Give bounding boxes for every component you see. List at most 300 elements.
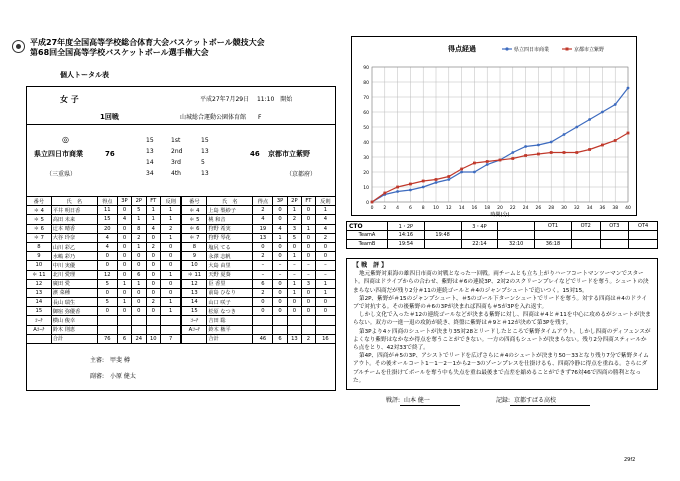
stat-cell: 13 xyxy=(181,288,206,297)
stat-cell: – xyxy=(302,261,316,270)
table-row xyxy=(27,270,336,279)
stat-cell: 0 xyxy=(273,298,287,307)
staff-name: 横山 俊幸 xyxy=(51,316,97,325)
blank-cell xyxy=(253,316,273,325)
cto-header-cell: OT2 xyxy=(571,222,600,231)
stat-cell: 0 xyxy=(302,206,316,215)
player-name: 塩尻 てる xyxy=(207,242,253,251)
y-tick-label: 80 xyxy=(363,80,369,86)
table-row xyxy=(27,242,336,251)
cto-cell xyxy=(600,240,629,249)
cto-header-cell: OT4 xyxy=(629,222,658,231)
period-away: 13 xyxy=(201,170,209,177)
stat-cell: 9 xyxy=(27,252,52,261)
score-progression-chart xyxy=(351,36,637,216)
stat-cell: 4 xyxy=(315,224,335,233)
stat-cell: 0 xyxy=(132,298,146,307)
blank-cell xyxy=(253,325,273,334)
data-point xyxy=(511,151,514,154)
player-name: 御宿 弥優香 xyxy=(51,307,97,316)
away-team-pref: （京都府） xyxy=(286,171,317,178)
stat-cell: 0 xyxy=(315,242,335,251)
column-header: FT xyxy=(302,197,316,206)
player-name: 大谷 玲奈 xyxy=(51,233,97,242)
coach-row xyxy=(27,316,336,325)
stat-cell: 4 xyxy=(273,224,287,233)
period-label: 4th xyxy=(171,170,181,177)
home-total-score: 76 xyxy=(105,150,115,158)
stat-cell: – xyxy=(253,261,273,270)
stat-cell: 0 xyxy=(146,279,160,288)
stat-cell: 1 xyxy=(132,215,146,224)
stat-cell: ＊ 4 xyxy=(181,206,206,215)
stat-cell: – xyxy=(287,270,301,279)
data-point xyxy=(486,160,489,163)
player-name: 平井 明日香 xyxy=(51,206,97,215)
stat-cell: 9 xyxy=(181,252,206,261)
stat-cell: 0 xyxy=(117,252,131,261)
cto-cell xyxy=(498,231,535,240)
stat-cell: 0 xyxy=(253,307,273,316)
reporter-name: 山本 健一 xyxy=(404,397,430,404)
column-header: 2P xyxy=(132,197,146,206)
table-row xyxy=(27,261,336,270)
stat-cell: – xyxy=(302,270,316,279)
blank-cell xyxy=(160,316,181,325)
blank-cell xyxy=(315,316,335,325)
blank-cell xyxy=(181,334,206,343)
x-tick-label: 8 xyxy=(421,206,425,211)
stat-cell: 0 xyxy=(302,252,316,261)
table-row xyxy=(27,252,336,261)
column-header: 氏 名 xyxy=(207,197,253,206)
cto-header-row xyxy=(347,222,658,231)
x-tick-label: 30 xyxy=(561,206,567,211)
column-header: 氏 名 xyxy=(51,197,97,206)
data-point xyxy=(473,162,476,165)
cto-cell: 14:16 xyxy=(387,231,424,240)
column-header: 反則 xyxy=(315,197,335,206)
stat-cell: 0 xyxy=(302,288,316,297)
x-tick-label: 6 xyxy=(408,206,412,211)
x-tick-label: 24 xyxy=(522,206,529,211)
staff-label: Aｺｰﾁ xyxy=(27,325,52,334)
cto-cell xyxy=(424,240,461,249)
total-cell: 2 xyxy=(302,334,316,343)
data-point xyxy=(563,133,566,136)
data-point xyxy=(537,144,540,147)
stat-cell: 0 xyxy=(117,261,131,270)
stat-cell: 8 xyxy=(181,242,206,251)
staff-label: Aｺｰﾁ xyxy=(181,325,206,334)
period-label: 1st xyxy=(171,137,181,144)
blank-cell xyxy=(97,325,117,334)
x-tick-label: 2 xyxy=(383,206,387,211)
period-label: 2nd xyxy=(171,148,183,155)
round-label: 1回戦 xyxy=(100,113,119,121)
period-away: 15 xyxy=(201,137,209,144)
player-name: 北川 愛理 xyxy=(51,270,97,279)
blank-cell xyxy=(117,325,131,334)
stat-cell: 14 xyxy=(181,298,206,307)
stat-cell: 0 xyxy=(160,288,181,297)
stat-cell: 4 xyxy=(97,242,117,251)
stat-cell: 1 xyxy=(287,252,301,261)
blank-cell xyxy=(146,316,160,325)
stat-cell: 0 xyxy=(97,288,117,297)
stat-cell: 13 xyxy=(253,233,273,242)
stat-cell: 0 xyxy=(146,288,160,297)
staff-name: 鈴木 則恵 xyxy=(51,325,97,334)
emblem-icon xyxy=(12,40,25,53)
championship-title: 第68回全国高等学校バスケットボール選手権大会 xyxy=(30,48,209,57)
data-point xyxy=(588,118,591,121)
staff-name: 吉田 聡 xyxy=(207,316,253,325)
stat-cell: ＊ 11 xyxy=(181,270,206,279)
x-tick-label: 22 xyxy=(509,206,516,211)
stat-cell: 0 xyxy=(315,298,335,307)
stat-cell: 0 xyxy=(132,288,146,297)
data-point xyxy=(550,141,553,144)
cto-cell: TeamA xyxy=(347,231,388,240)
x-tick-label: 26 xyxy=(535,206,542,211)
stat-cell: 0 xyxy=(117,307,131,316)
stat-cell: 14 xyxy=(27,298,52,307)
stat-cell: 0 xyxy=(273,288,287,297)
referee-name: 甲斐 樽 xyxy=(110,357,130,364)
staff-label: ｺｰﾁ xyxy=(181,316,206,325)
column-header: 番号 xyxy=(27,197,52,206)
stat-cell: 1 xyxy=(315,288,335,297)
report-paragraph: 第4P、四商が＃5の3P、アシストでリードを広げさらに＃4のシュートが決まり50－33となり残り7分で紫野タイムアウト。その後オールコート1－1－2－1から2－3のゾーンプレスを仕掛けるも、四商冷静に得点を重ねる。さらにダブルチームを仕掛けてボールを奪う中も失点を重ね最後まで点差を縮めることができず76対46で四商の勝利となった。 xyxy=(353,353,649,384)
stat-cell: ＊ 4 xyxy=(27,206,52,215)
stat-cell: 0 xyxy=(132,261,146,270)
column-header: 番号 xyxy=(181,197,206,206)
stat-cell: 1 xyxy=(315,206,335,215)
stat-cell: 1 xyxy=(117,279,131,288)
report-subtitle: 個人トータル表 xyxy=(60,71,109,79)
stat-cell: – xyxy=(253,270,273,279)
stat-cell: 0 xyxy=(117,224,131,233)
stat-cell: ＊ 5 xyxy=(181,215,206,224)
report-paragraph: 地元紫野対東海の雄四日市商の対戦となった一回戦。両チームとも立ち上がりハーフコートマンツーマンでスタート。四商はドライブからの合わせ、紫野は＃6の連続3P、2対2のスクリーンプレイなどでリードを奪う。シュートの決まらない四商だが残り2分＃11の連続ゴールと＃4のジャンプシュートで追いつく。15対15。 xyxy=(353,271,649,294)
home-team-name: 県立四日市商業 xyxy=(34,150,83,158)
game-report xyxy=(346,258,658,390)
cto-cell xyxy=(629,240,658,249)
stat-cell: 19 xyxy=(253,224,273,233)
x-tick-label: 40 xyxy=(625,206,631,211)
stat-cell: 0 xyxy=(315,252,335,261)
stat-cell: 8 xyxy=(27,242,52,251)
stat-cell: 2 xyxy=(253,206,273,215)
totals-label: 合計 xyxy=(51,334,97,343)
data-point xyxy=(435,178,438,181)
blank-cell xyxy=(287,316,301,325)
cto-row xyxy=(347,240,658,249)
table-row xyxy=(27,288,336,297)
stat-cell: 1 xyxy=(302,224,316,233)
data-point xyxy=(588,148,591,151)
y-tick-label: 60 xyxy=(363,110,369,116)
data-point xyxy=(383,192,386,195)
data-point xyxy=(563,151,566,154)
stat-cell: 5 xyxy=(287,233,301,242)
player-name: 高田 未来 xyxy=(51,215,97,224)
blank-cell xyxy=(273,325,287,334)
blank-cell xyxy=(287,325,301,334)
x-tick-label: 16 xyxy=(471,206,478,211)
data-point xyxy=(614,103,617,106)
stat-cell: 12 xyxy=(27,279,52,288)
column-header: 得点 xyxy=(253,197,273,206)
stat-cell: 0 xyxy=(273,206,287,215)
stat-cell: 0 xyxy=(302,298,316,307)
player-name: 桃 和音 xyxy=(207,215,253,224)
stat-cell: 0 xyxy=(117,270,131,279)
data-point xyxy=(601,144,604,147)
cto-header-cell xyxy=(424,222,461,231)
cto-header-cell xyxy=(498,222,535,231)
data-point xyxy=(460,171,463,174)
y-tick-label: 70 xyxy=(363,95,369,101)
stat-cell: 6 xyxy=(132,270,146,279)
stat-cell: 1 xyxy=(287,288,301,297)
stat-cell: 13 xyxy=(27,288,52,297)
cto-cell xyxy=(535,231,572,240)
umpire-label: 副審: xyxy=(90,373,105,380)
stat-cell: 0 xyxy=(287,307,301,316)
stat-cell: ＊ 11 xyxy=(27,270,52,279)
date-time: 平成27年7月29日 11:10 開始 xyxy=(200,96,293,103)
stat-cell: – xyxy=(273,270,287,279)
player-name: 狩野 琴花 xyxy=(207,233,253,242)
stat-cell: 0 xyxy=(146,261,160,270)
staff-name: 鈴木 権平 xyxy=(207,325,253,334)
player-name: 前島 ひなり xyxy=(207,288,253,297)
player-name: 濱 菜種 xyxy=(51,288,97,297)
stat-cell: 1 xyxy=(273,233,287,242)
data-point xyxy=(396,190,399,193)
stat-cell: 4 xyxy=(253,215,273,224)
stat-cell: 6 xyxy=(253,279,273,288)
report-heading: 【 戦 評 】 xyxy=(353,262,388,269)
total-cell: 13 xyxy=(287,334,301,343)
blank-cell xyxy=(132,316,146,325)
cto-cell: 22:14 xyxy=(461,240,498,249)
stat-cell: 2 xyxy=(253,288,273,297)
stat-cell: 2 xyxy=(160,224,181,233)
stat-cell: 1 xyxy=(117,298,131,307)
data-point xyxy=(396,186,399,189)
recorder-label: 記録: xyxy=(496,397,511,404)
stat-cell: 0 xyxy=(273,307,287,316)
data-point xyxy=(601,111,604,114)
table-row xyxy=(27,298,336,307)
stat-cell: 0 xyxy=(302,233,316,242)
totals-row xyxy=(27,334,336,343)
total-cell: 6 xyxy=(117,334,131,343)
stat-cell: 3 xyxy=(302,279,316,288)
x-tick-label: 32 xyxy=(573,206,580,211)
data-point xyxy=(627,132,630,135)
y-tick-label: 50 xyxy=(363,125,369,131)
stat-cell: 0 xyxy=(160,242,181,251)
player-name: 松原 なつき xyxy=(207,307,253,316)
period-label: 3rd xyxy=(171,159,181,166)
period-scores xyxy=(126,133,232,183)
reporter-label: 戦評: xyxy=(386,397,401,404)
cto-header-cell: 3・4P xyxy=(461,222,498,231)
data-point xyxy=(614,139,617,142)
stat-cell: 0 xyxy=(273,242,287,251)
stat-cell: 1 xyxy=(160,215,181,224)
stat-cell: 4 xyxy=(146,224,160,233)
blank-cell xyxy=(315,325,335,334)
stat-cell: 11 xyxy=(97,206,117,215)
stat-cell: 2 xyxy=(146,242,160,251)
stat-cell: 2 xyxy=(253,252,273,261)
stat-cell: – xyxy=(287,261,301,270)
away-team-name: 京都市立紫野 xyxy=(268,150,310,158)
stat-cell: 0 xyxy=(302,215,316,224)
stat-cell: 2 xyxy=(287,215,301,224)
stat-cell: 12 xyxy=(181,279,206,288)
data-point xyxy=(627,87,630,90)
data-point xyxy=(524,154,527,157)
period-home: 13 xyxy=(146,148,154,155)
stat-cell: 1 xyxy=(132,242,146,251)
total-cell: 6 xyxy=(273,334,287,343)
stat-cell: 2 xyxy=(315,233,335,242)
stat-cell: 0 xyxy=(132,307,146,316)
column-header: 3P xyxy=(273,197,287,206)
total-cell: 16 xyxy=(315,334,335,343)
player-name: 天野 夏葵 xyxy=(207,270,253,279)
player-stats-table xyxy=(26,196,336,344)
table-row xyxy=(27,224,336,233)
stat-cell: 15 xyxy=(97,215,117,224)
stat-cell: 0 xyxy=(287,242,301,251)
stat-cell: 2 xyxy=(132,233,146,242)
player-name: 長山 瑞生 xyxy=(51,298,97,307)
cto-cell xyxy=(629,231,658,240)
data-point xyxy=(447,175,450,178)
player-name: 山川 彩乙 xyxy=(51,242,97,251)
total-cell: 76 xyxy=(97,334,117,343)
data-point xyxy=(486,163,489,166)
x-tick-label: 20 xyxy=(497,206,503,211)
stat-cell: 1 xyxy=(315,279,335,288)
period-home: 34 xyxy=(146,170,154,177)
tournament-title: 平成27年度全国高等学校総合体育大会バスケットボール競技大会 xyxy=(30,38,265,47)
stat-cell: 0 xyxy=(273,252,287,261)
home-team-pref: （三重県） xyxy=(46,171,77,178)
venue: 山城総合運動公園体育館 F xyxy=(180,114,262,121)
cto-cell: 19:48 xyxy=(424,231,461,240)
page-number: 29f2 xyxy=(624,457,636,463)
player-name: 大島 由里 xyxy=(207,261,253,270)
stat-cell: 1 xyxy=(146,206,160,215)
cto-cell xyxy=(600,231,629,240)
stat-cell: ＊ 7 xyxy=(181,233,206,242)
stat-cell: 1 xyxy=(160,233,181,242)
cto-cell: 32:10 xyxy=(498,240,535,249)
table-row xyxy=(27,307,336,316)
stat-cell: 8 xyxy=(132,224,146,233)
stat-cell: 0 xyxy=(117,206,131,215)
stat-cell: 0 xyxy=(253,298,273,307)
stat-cell: 5 xyxy=(97,279,117,288)
blank-cell xyxy=(273,316,287,325)
data-point xyxy=(447,178,450,181)
player-name: 中川 実優 xyxy=(51,261,97,270)
stat-cell: 1 xyxy=(132,279,146,288)
stat-cell: – xyxy=(315,261,335,270)
staff-label: ｺｰﾁ xyxy=(27,316,52,325)
player-name: 上島 梨紗子 xyxy=(207,206,253,215)
x-tick-label: 36 xyxy=(599,206,606,211)
umpire-name: 小原 健太 xyxy=(110,373,136,380)
stat-cell: 20 xyxy=(97,224,117,233)
period-away: 5 xyxy=(201,159,205,166)
stat-cell: 0 xyxy=(97,261,117,270)
data-point xyxy=(371,201,374,204)
total-cell: 24 xyxy=(132,334,146,343)
data-point xyxy=(499,159,502,162)
stat-cell: 1 xyxy=(146,215,160,224)
chart-title: 得点経過 xyxy=(448,45,476,53)
player-name: 臣 香里 xyxy=(207,279,253,288)
stat-cell: 2 xyxy=(146,298,160,307)
x-tick-label: 34 xyxy=(586,206,593,211)
blank-cell xyxy=(302,325,316,334)
stat-cell: – xyxy=(273,261,287,270)
blank-cell xyxy=(132,325,146,334)
data-point xyxy=(524,145,527,148)
stat-cell: 0 xyxy=(146,270,160,279)
stat-cell: 1 xyxy=(160,206,181,215)
stat-cell: 12 xyxy=(97,270,117,279)
data-point xyxy=(435,181,438,184)
report-paragraph: しかし文化で入った＃12の連続ゴールなどが決まる紫野に対し、四商は＃4と＃11を中心に攻めるがシュートが決まらない。双方の一進一退の攻防が続き、終盤に紫野は＃9と＃12が決めて第3Pを残す。 xyxy=(353,312,651,327)
blank-cell xyxy=(27,334,52,343)
y-tick-label: 90 xyxy=(363,65,369,71)
column-header: 2P xyxy=(287,197,301,206)
document-header xyxy=(30,38,265,58)
x-tick-label: 10 xyxy=(433,206,439,211)
stat-cell: 0 xyxy=(97,307,117,316)
x-tick-label: 12 xyxy=(445,206,452,211)
stat-cell: 3 xyxy=(287,224,301,233)
stat-cell: 10 xyxy=(27,261,52,270)
stat-cell: 1 xyxy=(160,298,181,307)
cto-table xyxy=(346,221,658,249)
legend-label: 県立四日市商業 xyxy=(514,47,550,53)
total-cell: 7 xyxy=(160,334,181,343)
y-tick-label: 20 xyxy=(363,170,369,176)
stat-cell: 5 xyxy=(132,206,146,215)
assistant-coach-row xyxy=(27,325,336,334)
data-point xyxy=(550,151,553,154)
data-point xyxy=(575,151,578,154)
x-tick-label: 4 xyxy=(396,206,400,211)
cto-header-cell: CTO xyxy=(347,222,388,231)
cto-cell xyxy=(461,231,498,240)
stat-cell: 0 xyxy=(253,242,273,251)
player-name: 辻本 晴香 xyxy=(51,224,97,233)
x-tick-label: 18 xyxy=(484,206,491,211)
stat-cell: 1 xyxy=(287,206,301,215)
